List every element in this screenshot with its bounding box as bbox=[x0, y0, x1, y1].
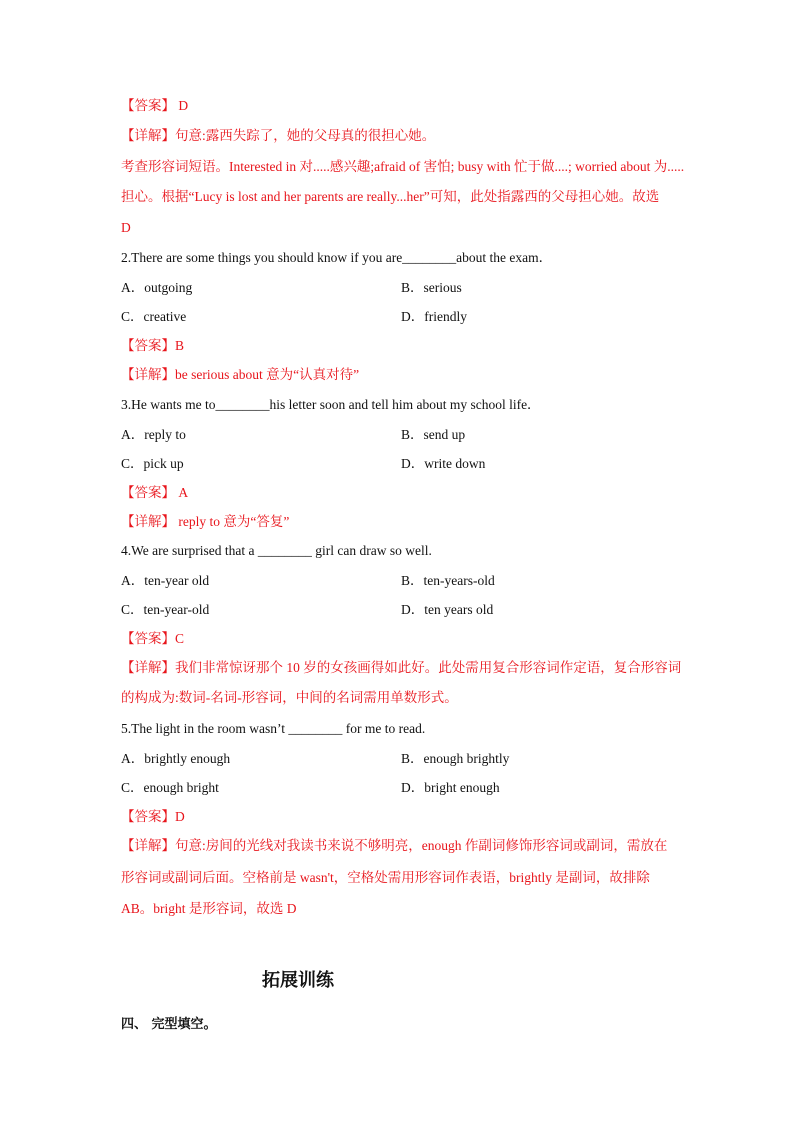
section-title: 拓展训练 bbox=[262, 970, 334, 991]
q2-stem: 2.There are some things you should know if you are________about the exam． bbox=[121, 250, 553, 265]
q2-option-b: B．serious bbox=[401, 280, 462, 295]
q2-option-a: A．outgoing bbox=[121, 280, 193, 295]
q4-option-b: B．ten-years-old bbox=[401, 573, 495, 588]
q3-answer: 【答案】 A bbox=[121, 485, 189, 500]
q5-stem: 5.The light in the room wasn’t ________ for me to read. bbox=[121, 721, 426, 736]
q4-stem: 4.We are surprised that a ________ girl can draw so well. bbox=[121, 543, 432, 558]
q5-option-d: D．bright enough bbox=[401, 780, 500, 795]
part-title: 四、 完型填空。 bbox=[121, 1017, 217, 1032]
q4-option-d: D．ten years old bbox=[401, 602, 494, 617]
q5-explain-line-3: AB。bright 是形容词，故选 D bbox=[121, 901, 297, 916]
q5-option-c: C．enough bright bbox=[121, 780, 219, 795]
q3-option-d: D．write down bbox=[401, 456, 486, 471]
q4-option-a: A．ten-year old bbox=[121, 573, 210, 588]
q5-answer: 【答案】D bbox=[121, 809, 185, 824]
q1-explain-line-2: 考查形容词短语。Interested in 对.....感兴趣;afraid of 害怕; busy with 忙于做....; worried about 为..... bbox=[121, 159, 685, 174]
q1-explain-line-1: 【详解】句意:露西失踪了，她的父母真的很担心她。 bbox=[121, 128, 436, 143]
q5-option-b: B．enough brightly bbox=[401, 751, 510, 766]
q2-option-d: D．friendly bbox=[401, 309, 467, 324]
q5-option-a: A．brightly enough bbox=[121, 751, 231, 766]
q5-explain-line-1: 【详解】句意:房间的光线对我读书来说不够明亮，enough 作副词修饰形容词或副词，需放在 bbox=[121, 838, 668, 853]
q4-explain-line-1: 【详解】我们非常惊讶那个 10 岁的女孩画得如此好。此处需用复合形容词作定语，复合形容词 bbox=[121, 660, 682, 675]
q3-option-a: A．reply to bbox=[121, 427, 186, 442]
q3-stem: 3.He wants me to________his letter soon and tell him about my school life． bbox=[121, 397, 541, 412]
q1-explain-line-3: 担心。根据“Lucy is lost and her parents are really...her”可知，此处指露西的父母担心她。故选 bbox=[121, 189, 660, 204]
q5-explain-line-2: 形容词或副词后面。空格前是 wasn't，空格处需用形容词作表语，brightly 是副词，故排除 bbox=[121, 870, 650, 885]
q4-answer: 【答案】C bbox=[121, 631, 185, 646]
q3-option-c: C．pick up bbox=[121, 456, 184, 471]
q3-option-b: B．send up bbox=[401, 427, 466, 442]
q2-explain-line-1: 【详解】be serious about 意为“认真对待” bbox=[121, 367, 360, 382]
q2-option-c: C．creative bbox=[121, 309, 187, 324]
q1-answer: 【答案】 D bbox=[121, 98, 189, 113]
q3-explain-line-1: 【详解】 reply to 意为“答复” bbox=[121, 514, 290, 529]
q4-option-c: C．ten-year-old bbox=[121, 602, 210, 617]
q2-answer: 【答案】B bbox=[121, 338, 185, 353]
q4-explain-line-2: 的构成为:数词-名词-形容词，中间的名词需用单数形式。 bbox=[121, 690, 458, 705]
q1-explain-line-4: D bbox=[121, 220, 131, 235]
